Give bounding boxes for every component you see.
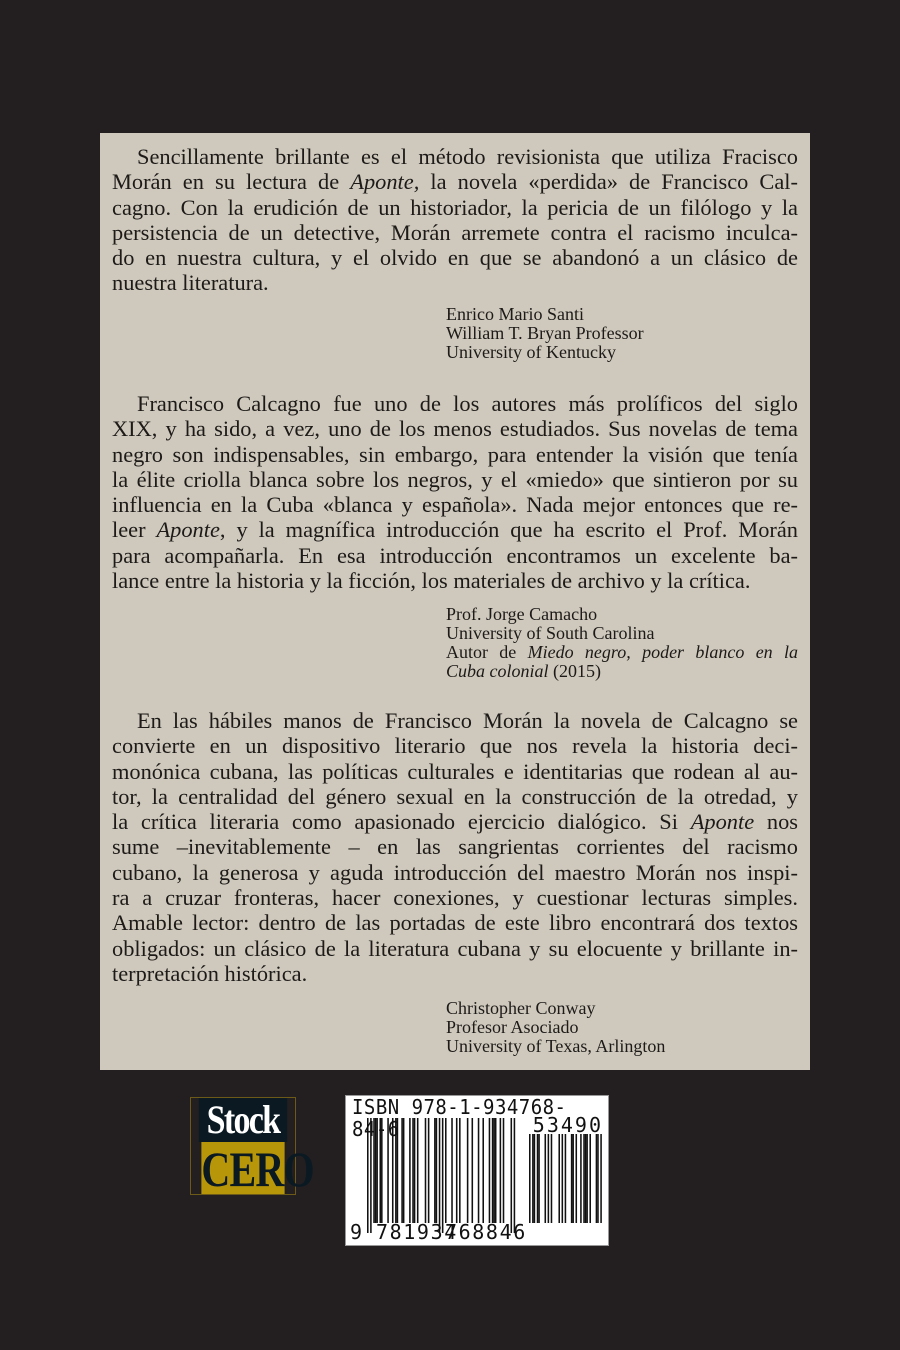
text-segment: XIX, y ha sido, a vez, uno de los menos estudiados. Sus novelas de tema [112, 416, 798, 442]
paragraph-line [112, 245, 798, 270]
paragraph-line [112, 144, 798, 169]
paragraph-line [112, 708, 798, 733]
signature-line [446, 643, 798, 662]
addon-bar [580, 1134, 582, 1223]
text-segment: Sencillamente brillante es el método revisionista que utiliza Fracisco [137, 144, 798, 169]
addon-bar [571, 1134, 573, 1223]
addon-bar [586, 1134, 588, 1223]
text-segment: negro son indispensables, sin embargo, para entender la visión que tenía [112, 441, 798, 467]
blurb-paragraph-1 [112, 144, 798, 296]
text-segment: influencia en la Cuba «blanca y española». Nada mejor entonces que re- [112, 492, 798, 518]
paragraph-line [112, 492, 798, 517]
text-segment: Profesor Asociado [446, 1017, 579, 1037]
signature-line [446, 324, 798, 343]
addon-bar [565, 1134, 567, 1223]
signature-line [446, 343, 798, 362]
paragraph-line [112, 860, 798, 885]
text-segment: lance entre la historia y la ficción, los materiales de archivo y la crítica. [112, 568, 751, 594]
logo-top-text: Stock [199, 1098, 287, 1142]
text-segment: Francisco Calcagno fue uno de los autores más prolíficos del siglo [137, 391, 798, 416]
paragraph-line [112, 442, 798, 467]
text-segment: obligados: un clásico de la literatura cubana y su elocuente y brillante in- [112, 935, 798, 961]
text-segment: Prof. Jorge Camacho [446, 604, 598, 624]
text-segment: nos [754, 809, 798, 835]
ean-right-digits: 768846 [445, 1220, 527, 1244]
text-segment: University of Kentucky [446, 342, 616, 362]
paragraph-line [112, 733, 798, 758]
blurb-paragraph-2 [112, 391, 798, 593]
text-segment: terpretación histórica. [112, 960, 308, 986]
addon-bar [562, 1134, 564, 1223]
text-segment: Enrico Mario Santi [446, 304, 584, 324]
paragraph-line [112, 809, 798, 834]
paragraph-line [112, 910, 798, 935]
text-segment: Christopher Conway [446, 998, 596, 1018]
paragraph-line [112, 220, 798, 245]
text-segment: para acompañarla. En esa introducción encontramos un excelente ba- [112, 542, 798, 568]
text-segment: cagno. Con la erudición de un historiador, la pericia de un filólogo y la [112, 194, 798, 220]
text-segment: University of Texas, Arlington [446, 1036, 666, 1056]
signature-line [446, 999, 798, 1018]
text-segment: la crítica literaria como apasionado ejercicio dialógico. Si [112, 809, 691, 835]
back-cover-text-panel [100, 133, 810, 1070]
addon-bar [538, 1134, 540, 1223]
paragraph-line [112, 936, 798, 961]
addon-bar [537, 1134, 539, 1223]
addon-bar [600, 1134, 602, 1223]
blurb-signature-1 [446, 305, 798, 362]
addon-number: 53490 [532, 1113, 603, 1137]
paragraph-line [112, 270, 798, 295]
addon-bar [529, 1134, 531, 1223]
text-segment: sume –inevitablemente – en las sangrientas corrientes del racismo [112, 834, 798, 860]
addon-bar [596, 1134, 598, 1223]
stockcero-publisher-logo [190, 1097, 314, 1197]
addon-bar [545, 1134, 547, 1223]
addon-bar [597, 1134, 599, 1223]
paragraph-line [112, 759, 798, 784]
text-segment: leer [112, 517, 157, 543]
text-segment: William T. Bryan Professor [446, 323, 644, 343]
addon-bar [583, 1134, 585, 1223]
paragraph-line [112, 195, 798, 220]
text-segment: (2015) [548, 661, 601, 681]
text-segment: persistencia de un detective, Morán arremete contra el racismo inculca- [112, 219, 798, 245]
text-segment: Morán en su lectura de [112, 169, 351, 195]
paragraph-line [112, 784, 798, 809]
italic-title: Aponte [156, 517, 220, 543]
italic-title: Aponte, [350, 169, 420, 195]
paragraph-line [112, 467, 798, 492]
addon-bar [585, 1134, 587, 1223]
signature-line [446, 605, 798, 624]
paragraph-line [112, 885, 798, 910]
paragraph-line [112, 391, 798, 416]
italic-title: Cuba colonial [446, 661, 549, 681]
text-segment: En las hábiles manos de Francisco Morán la novela de Calcagno se [137, 708, 798, 733]
addon-bar [551, 1134, 553, 1223]
paragraph-line [112, 169, 798, 194]
italic-title: Miedo negro, poder blanco en la [527, 642, 798, 662]
signature-line [446, 662, 798, 681]
paragraph-line [112, 568, 798, 593]
isbn-barcode [345, 1095, 609, 1246]
signature-line [446, 624, 798, 643]
addon-bar [576, 1134, 578, 1223]
text-segment: University of South Carolina [446, 623, 655, 643]
paragraph-line [112, 517, 798, 542]
paragraph-line [112, 834, 798, 859]
text-segment: la élite criolla blanca sobre los negros, y el «miedo» que sintieron por su [112, 466, 798, 492]
isbn-label: ISBN 978-1-934768-84-6 [352, 1095, 567, 1141]
paragraph-line [112, 416, 798, 441]
text-segment: ra a cruzar fronteras, hacer conexiones, y cuestionar lecturas simples. [112, 885, 798, 911]
addon-bar [548, 1134, 550, 1223]
text-segment: convierte en un dispositivo literario que nos revela la historia deci- [112, 733, 798, 759]
signature-line [446, 1037, 798, 1056]
blurb-signature-3 [446, 999, 798, 1056]
paragraph-line [112, 543, 798, 568]
italic-title: Aponte [690, 809, 755, 835]
ean-first-digit: 9 [350, 1220, 364, 1244]
addon-bar [558, 1134, 560, 1223]
text-segment: monónica cubana, las políticas culturales e identitarias que rodean al au- [112, 758, 798, 784]
signature-line [446, 1018, 798, 1037]
text-segment: cubano, la generosa y aguda introducción del maestro Morán nos inspi- [112, 859, 798, 885]
addon-bar [572, 1134, 574, 1223]
logo-bottom-text: CERO [201, 1141, 314, 1197]
text-segment: nuestra literatura. [112, 270, 269, 296]
addon-bar [534, 1134, 536, 1223]
text-segment: tor, la centralidad del género sexual en la construcción de la otredad, y [112, 783, 798, 809]
text-segment: do en nuestra cultura, y el olvido en que se abandonó a un clásico de [112, 245, 798, 271]
blurb-signature-2 [446, 605, 798, 681]
paragraph-line [112, 961, 798, 986]
blurb-paragraph-3 [112, 708, 798, 986]
addon-bar [589, 1134, 591, 1223]
text-segment: la novela «perdida» de Francisco Cal- [419, 169, 798, 195]
text-segment: Autor de [446, 642, 528, 662]
text-segment: Amable lector: dentro de las portadas de este libro encontrará dos textos [112, 910, 798, 936]
signature-line [446, 305, 798, 324]
addon-bar [532, 1134, 534, 1223]
text-segment: , y la magnífica introducción que ha escrito el Prof. Morán [219, 517, 798, 543]
ean-left-digits: 781934 [376, 1220, 458, 1244]
